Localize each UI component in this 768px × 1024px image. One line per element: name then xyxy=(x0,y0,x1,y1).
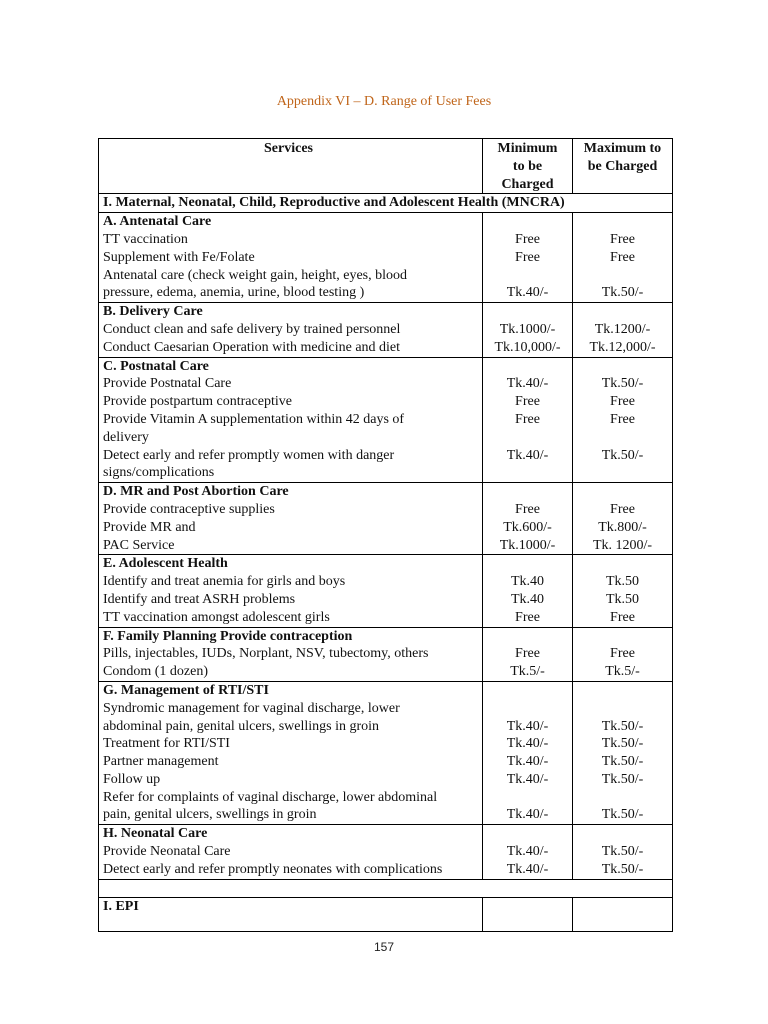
blank-line xyxy=(573,358,672,376)
service-description-cell xyxy=(99,681,483,824)
group-heading: F. Family Planning Provide contraception xyxy=(103,628,353,644)
minimum-fee xyxy=(483,700,572,718)
epi-heading: I. EPI xyxy=(103,898,139,914)
minimum-fee: Tk.10,000/- xyxy=(494,339,561,355)
group-heading: H. Neonatal Care xyxy=(103,826,208,842)
blank-line xyxy=(573,682,672,700)
service-description-cell xyxy=(99,555,483,627)
minimum-fee-cell xyxy=(483,627,573,681)
minimum-fee: Tk.40/- xyxy=(506,861,549,877)
minimum-fee: Free xyxy=(515,231,540,247)
maximum-fee: Tk.50/- xyxy=(601,718,644,734)
epi-row xyxy=(99,897,673,931)
maximum-fee: Tk. 1200/- xyxy=(592,537,653,553)
maximum-fee: Tk.50/- xyxy=(601,285,644,301)
minimum-fee xyxy=(483,789,572,807)
epi-minimum-cell xyxy=(483,897,573,931)
service-item: Detect early and refer promptly neonates with complications xyxy=(103,861,443,877)
service-description-cell xyxy=(99,825,483,879)
minimum-fee: Free xyxy=(515,394,540,410)
service-item: Supplement with Fe/Folate xyxy=(103,249,255,265)
minimum-fee: Tk.5/- xyxy=(510,664,545,680)
minimum-fee: Tk.40/- xyxy=(506,807,549,823)
group-heading: B. Delivery Care xyxy=(103,304,203,320)
blank-line xyxy=(573,555,672,573)
minimum-fee: Tk.1000/- xyxy=(499,321,556,337)
service-item: Syndromic management for vaginal discharge, lower xyxy=(103,700,400,716)
service-item: Follow up xyxy=(103,771,161,787)
minimum-fee: Free xyxy=(515,501,540,517)
service-group-row xyxy=(99,303,673,357)
service-item: Provide Neonatal Care xyxy=(103,844,231,860)
minimum-fee xyxy=(483,267,572,285)
blank-line xyxy=(483,555,572,573)
maximum-header xyxy=(573,139,673,194)
service-item: Detect early and refer promptly women with danger xyxy=(103,447,395,463)
minimum-fee-cell xyxy=(483,357,573,483)
service-description-cell xyxy=(99,213,483,303)
minimum-fee: Tk.40/- xyxy=(506,771,549,787)
minimum-fee: Free xyxy=(515,411,540,427)
service-group-row xyxy=(99,213,673,303)
maximum-fee-cell xyxy=(573,555,673,627)
service-item: abdominal pain, genital ulcers, swellings in groin xyxy=(103,718,380,734)
maximum-fee: Tk.1200/- xyxy=(594,321,651,337)
minimum-header-line: to be xyxy=(512,158,543,174)
maximum-fee xyxy=(573,429,672,447)
maximum-fee-cell xyxy=(573,825,673,879)
service-item: TT vaccination xyxy=(103,231,188,247)
minimum-fee-cell xyxy=(483,555,573,627)
epi-cell xyxy=(99,897,483,931)
service-description-cell xyxy=(99,303,483,357)
minimum-header xyxy=(483,139,573,194)
minimum-fee: Tk.40/- xyxy=(506,736,549,752)
table-header-row xyxy=(99,139,673,194)
service-item: Conduct Caesarian Operation with medicine and diet xyxy=(103,339,401,355)
blank-line xyxy=(573,303,672,321)
table-body xyxy=(99,194,673,931)
service-item: Pills, injectables, IUDs, Norplant, NSV, tubectomy, others xyxy=(103,646,429,662)
minimum-header-line: Charged xyxy=(501,176,554,192)
service-item: Identify and treat anemia for girls and boys xyxy=(103,574,346,590)
service-item: pressure, edema, anemia, urine, blood testing ) xyxy=(103,285,365,301)
maximum-fee xyxy=(573,267,672,285)
blank-line xyxy=(483,628,572,646)
minimum-header-line: Minimum xyxy=(497,141,558,156)
service-item: Provide Vitamin A supplementation within 42 days of xyxy=(103,411,405,427)
minimum-fee: Free xyxy=(515,646,540,662)
maximum-fee: Tk.12,000/- xyxy=(589,339,656,355)
minimum-fee xyxy=(483,429,572,447)
service-description-cell xyxy=(99,627,483,681)
epi-maximum-cell xyxy=(573,897,673,931)
maximum-fee: Tk.50/- xyxy=(601,447,644,463)
minimum-fee-cell xyxy=(483,213,573,303)
minimum-fee-cell xyxy=(483,303,573,357)
minimum-fee-cell xyxy=(483,825,573,879)
service-item: PAC Service xyxy=(103,537,175,553)
maximum-fee: Tk.50 xyxy=(605,574,640,590)
service-item: Conduct clean and safe delivery by trained personnel xyxy=(103,321,401,337)
maximum-fee: Free xyxy=(610,501,635,517)
service-item: Identify and treat ASRH problems xyxy=(103,591,296,607)
maximum-fee: Free xyxy=(610,609,635,625)
maximum-fee: Tk.5/- xyxy=(605,664,640,680)
maximum-fee-cell xyxy=(573,681,673,824)
maximum-fee: Tk.50/- xyxy=(601,771,644,787)
maximum-fee: Tk.50/- xyxy=(601,861,644,877)
service-item: Refer for complaints of vaginal discharge, lower abdominal xyxy=(103,789,438,805)
minimum-fee: Free xyxy=(515,249,540,265)
service-item: Treatment for RTI/STI xyxy=(103,736,230,752)
user-fees-table xyxy=(98,138,673,932)
minimum-fee: Tk.1000/- xyxy=(499,537,556,553)
maximum-fee: Tk.50/- xyxy=(601,376,644,392)
blank-line xyxy=(573,825,672,843)
service-item: Partner management xyxy=(103,754,219,770)
maximum-fee-cell xyxy=(573,213,673,303)
minimum-fee: Tk.40/- xyxy=(506,447,549,463)
service-description-cell xyxy=(99,357,483,483)
maximum-fee: Free xyxy=(610,394,635,410)
minimum-fee-cell xyxy=(483,681,573,824)
maximum-fee: Tk.50 xyxy=(605,591,640,607)
group-heading: C. Postnatal Care xyxy=(103,358,209,374)
blank-line xyxy=(483,358,572,376)
service-item: Provide contraceptive supplies xyxy=(103,501,275,517)
maximum-fee-cell xyxy=(573,357,673,483)
service-description-cell xyxy=(99,483,483,555)
minimum-fee: Tk.40 xyxy=(510,591,545,607)
blank-line xyxy=(483,483,572,501)
services-header: Services xyxy=(99,139,483,194)
minimum-fee xyxy=(483,464,572,482)
service-group-row xyxy=(99,357,673,483)
blank-line xyxy=(483,303,572,321)
maximum-fee: Tk.50/- xyxy=(601,807,644,823)
blank-line xyxy=(573,483,672,501)
blank-row xyxy=(99,879,673,897)
blank-line xyxy=(483,825,572,843)
service-item: signs/complications xyxy=(103,465,215,481)
maximum-fee: Free xyxy=(610,231,635,247)
group-heading: G. Management of RTI/STI xyxy=(103,682,269,698)
appendix-title: Appendix VI – D. Range of User Fees xyxy=(276,94,492,109)
group-heading: E. Adolescent Health xyxy=(103,556,228,572)
minimum-fee: Free xyxy=(515,609,540,625)
blank-line xyxy=(573,628,672,646)
page-number: 157 xyxy=(373,940,395,954)
maximum-fee: Tk.800/- xyxy=(598,519,647,535)
service-group-row xyxy=(99,555,673,627)
service-item: Provide Postnatal Care xyxy=(103,376,232,392)
group-heading: A. Antenatal Care xyxy=(103,214,212,230)
blank-cell xyxy=(99,879,673,897)
minimum-fee: Tk.40 xyxy=(510,574,545,590)
maximum-fee-cell xyxy=(573,627,673,681)
maximum-fee: Tk.50/- xyxy=(601,754,644,770)
service-item: Condom (1 dozen) xyxy=(103,664,208,680)
service-item: Provide postpartum contraceptive xyxy=(103,394,292,410)
service-group-row xyxy=(99,483,673,555)
maximum-header-line: be Charged xyxy=(587,158,658,174)
service-group-row xyxy=(99,627,673,681)
maximum-fee-cell xyxy=(573,483,673,555)
blank-line xyxy=(483,213,572,231)
minimum-fee: Tk.600/- xyxy=(503,519,552,535)
service-item: TT vaccination amongst adolescent girls xyxy=(103,609,330,625)
maximum-header-line: Maximum to xyxy=(583,141,662,156)
maximum-fee xyxy=(573,464,672,482)
maximum-fee xyxy=(573,700,672,718)
service-group-row xyxy=(99,681,673,824)
minimum-fee: Tk.40/- xyxy=(506,285,549,301)
blank-line xyxy=(573,213,672,231)
minimum-fee: Tk.40/- xyxy=(506,844,549,860)
maximum-fee: Free xyxy=(610,249,635,265)
maximum-fee: Tk.50/- xyxy=(601,736,644,752)
maximum-fee: Tk.50/- xyxy=(601,844,644,860)
section-title: I. Maternal, Neonatal, Child, Reproductive and Adolescent Health (MNCRA) xyxy=(99,194,673,213)
service-item: delivery xyxy=(103,429,149,445)
section-row xyxy=(99,194,673,213)
service-item: Antenatal care (check weight gain, height, eyes, blood xyxy=(103,267,407,283)
maximum-fee: Free xyxy=(610,411,635,427)
maximum-fee-cell xyxy=(573,303,673,357)
minimum-fee: Tk.40/- xyxy=(506,754,549,770)
minimum-fee: Tk.40/- xyxy=(506,718,549,734)
service-group-row xyxy=(99,825,673,879)
blank-line xyxy=(483,682,572,700)
group-heading: D. MR and Post Abortion Care xyxy=(103,484,289,500)
maximum-fee xyxy=(573,789,672,807)
service-item: Provide MR and xyxy=(103,519,196,535)
minimum-fee: Tk.40/- xyxy=(506,376,549,392)
service-item: pain, genital ulcers, swellings in groin xyxy=(103,807,317,823)
maximum-fee: Free xyxy=(610,646,635,662)
minimum-fee-cell xyxy=(483,483,573,555)
